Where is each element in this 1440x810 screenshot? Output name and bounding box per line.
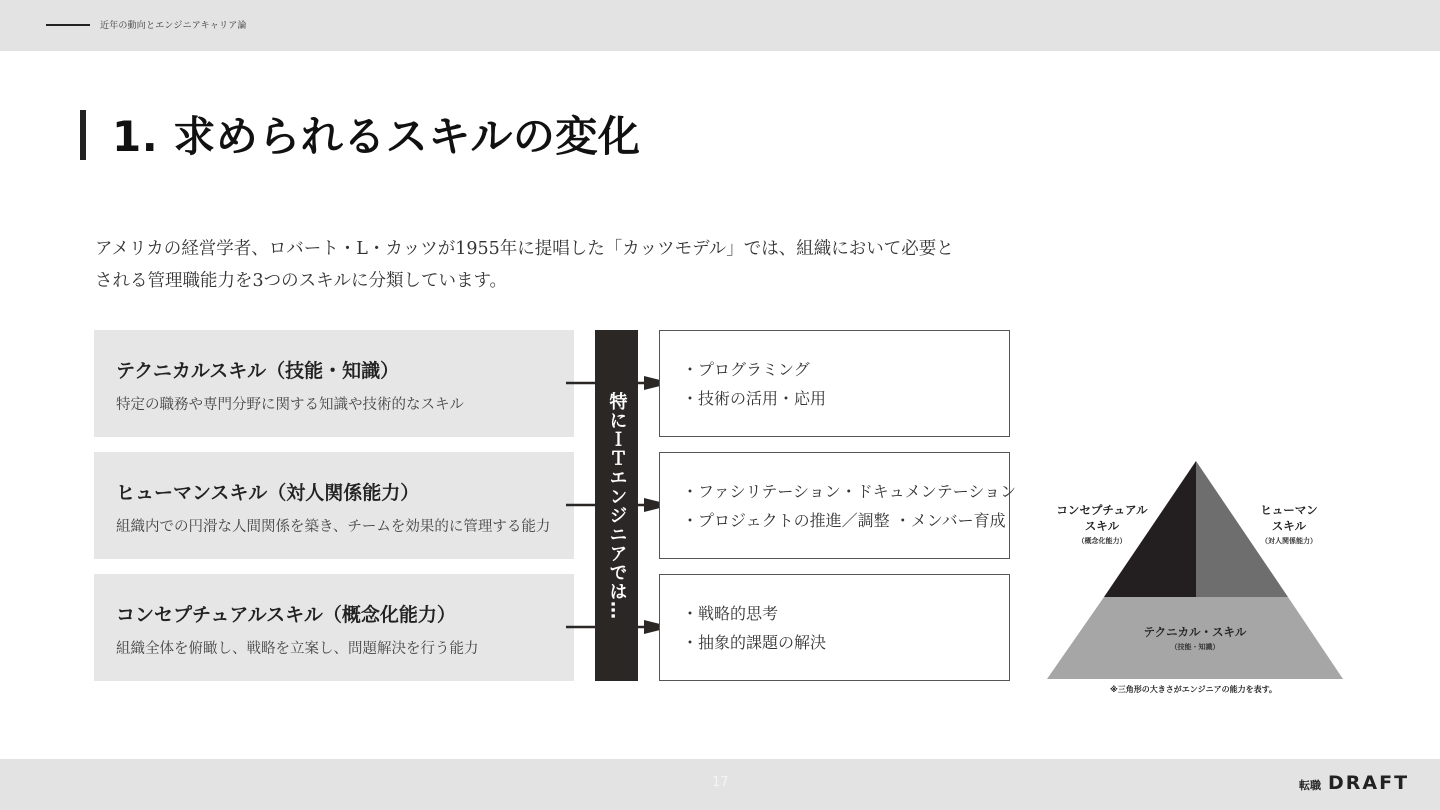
skill-name: コンセプチュアルスキル（概念化能力） xyxy=(116,604,456,626)
intro-line-1: アメリカの経営学者、ロバート・L・カッツが1955年に提唱した「カッツモデル」では、組織において必要と xyxy=(95,239,954,259)
intro-line-2: される管理職能力を3つのスキルに分類しています。 xyxy=(95,271,508,291)
skill-name: ヒューマンスキル（対人関係能力） xyxy=(116,482,420,504)
pyramid-note: ※三角形の大きさがエンジニアの能力を表す。 xyxy=(1110,685,1277,694)
pyramid-label-technical: テクニカル・スキル （技能・知識） xyxy=(1143,625,1247,651)
skill-description: 組織内での円滑な人間関係を築き、チームを効果的に管理する能力 xyxy=(116,519,551,535)
title-accent-bar xyxy=(80,110,86,160)
brand-logo: DRAFT xyxy=(1328,772,1410,794)
skill-box-technical xyxy=(94,330,574,437)
example-item: ・プロジェクトの推進／調整 ・メンバー育成 xyxy=(682,511,1006,530)
example-item: ・技術の活用・応用 xyxy=(682,389,827,408)
examples-box-human xyxy=(659,452,1017,559)
page-title: 1. 求められるスキルの変化 xyxy=(112,112,641,161)
examples-box-technical xyxy=(659,330,1010,437)
it-engineer-band xyxy=(595,330,638,681)
brand-logo-jp: 転職 xyxy=(1299,779,1321,792)
it-engineer-label: 特にＩＴエンジニアでは… xyxy=(606,391,628,620)
header-rule xyxy=(46,24,90,26)
example-item: ・戦略的思考 xyxy=(682,604,779,623)
section-title: 近年の動向とエンジニアキャリア論 xyxy=(100,21,247,31)
example-item: ・プログラミング xyxy=(682,360,810,379)
header-bar xyxy=(0,0,1440,51)
skill-description: 組織全体を俯瞰し、戦略を立案し、問題解決を行う能力 xyxy=(116,641,479,657)
intro-text xyxy=(95,233,1025,297)
skill-box-human xyxy=(94,452,574,559)
footer-bar xyxy=(0,759,1440,810)
example-item: ・ファシリテーション・ドキュメンテーション xyxy=(682,482,1017,501)
skill-box-conceptual xyxy=(94,574,574,681)
skill-name: テクニカルスキル（技能・知識） xyxy=(116,360,400,382)
pyramid-label-human: ヒューマン スキル （対人関係能力） xyxy=(1260,503,1318,545)
pyramid-label-conceptual: コンセプチュアル スキル （概念化能力） xyxy=(1056,503,1148,545)
skill-description: 特定の職務や専門分野に関する知識や技術的なスキル xyxy=(116,397,464,413)
page-number: 17 xyxy=(712,775,729,790)
examples-box-conceptual xyxy=(659,574,1010,681)
example-item: ・抽象的課題の解決 xyxy=(682,633,827,652)
